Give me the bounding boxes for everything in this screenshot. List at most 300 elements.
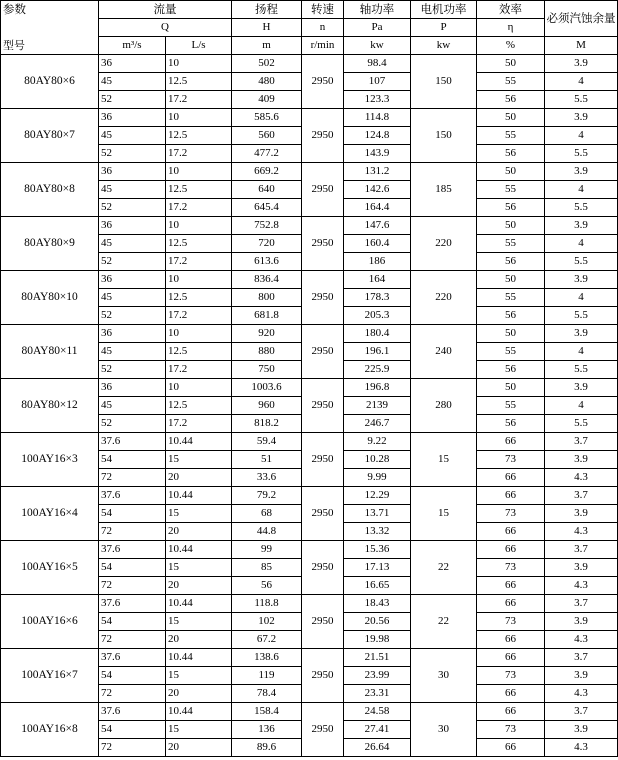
shaft-power-cell: 178.3 xyxy=(344,289,411,307)
shaft-power-cell: 9.99 xyxy=(344,469,411,487)
efficiency-cell: 56 xyxy=(477,253,545,271)
npsh-cell: 3.7 xyxy=(545,433,618,451)
efficiency-cell: 66 xyxy=(477,487,545,505)
flow-m3s-cell: 52 xyxy=(99,415,166,433)
flow-m3s-cell: 45 xyxy=(99,127,166,145)
table-row xyxy=(1,649,618,667)
header-row-symbols xyxy=(1,19,618,37)
efficiency-cell: 55 xyxy=(477,289,545,307)
shaft-power-cell: 15.36 xyxy=(344,541,411,559)
head-label: 扬程 xyxy=(232,1,302,19)
flow-m3s-cell: 52 xyxy=(99,199,166,217)
table-row xyxy=(1,325,618,343)
npsh-cell: 3.9 xyxy=(545,451,618,469)
motor-power-cell: 22 xyxy=(411,541,477,595)
unit-shaft: kw xyxy=(344,37,411,55)
head-cell: 477.2 xyxy=(232,145,302,163)
speed-cell: 2950 xyxy=(302,217,344,271)
shaft-power-cell: 26.64 xyxy=(344,739,411,757)
flow-ls-cell: 17.2 xyxy=(166,91,232,109)
efficiency-cell: 66 xyxy=(477,685,545,703)
npsh-cell: 3.9 xyxy=(545,163,618,181)
npsh-cell: 4 xyxy=(545,235,618,253)
motor-power-label: 电机功率 xyxy=(411,1,477,19)
shaft-power-cell: 225.9 xyxy=(344,361,411,379)
efficiency-cell: 50 xyxy=(477,109,545,127)
flow-ls-cell: 15 xyxy=(166,721,232,739)
motor-power-symbol: P xyxy=(411,19,477,37)
npsh-cell: 5.5 xyxy=(545,145,618,163)
shaft-power-cell: 164.4 xyxy=(344,199,411,217)
flow-m3s-cell: 36 xyxy=(99,379,166,397)
efficiency-cell: 66 xyxy=(477,523,545,541)
flow-ls-cell: 10 xyxy=(166,109,232,127)
head-cell: 645.4 xyxy=(232,199,302,217)
header-row-units xyxy=(1,37,618,55)
flow-ls-cell: 12.5 xyxy=(166,397,232,415)
flow-ls-cell: 12.5 xyxy=(166,127,232,145)
efficiency-cell: 73 xyxy=(477,505,545,523)
shaft-power-cell: 12.29 xyxy=(344,487,411,505)
shaft-power-cell: 9.22 xyxy=(344,433,411,451)
flow-ls-cell: 10 xyxy=(166,55,232,73)
speed-cell: 2950 xyxy=(302,595,344,649)
motor-power-cell: 22 xyxy=(411,595,477,649)
flow-ls-cell: 17.2 xyxy=(166,199,232,217)
motor-power-cell: 15 xyxy=(411,433,477,487)
unit-motor: kw xyxy=(411,37,477,55)
flow-ls-cell: 15 xyxy=(166,667,232,685)
table-row xyxy=(1,163,618,181)
flow-ls-cell: 12.5 xyxy=(166,73,232,91)
npsh-cell: 3.9 xyxy=(545,325,618,343)
efficiency-cell: 56 xyxy=(477,361,545,379)
head-cell: 669.2 xyxy=(232,163,302,181)
efficiency-cell: 73 xyxy=(477,721,545,739)
model-cell: 80AY80×8 xyxy=(1,163,99,217)
header-row-labels xyxy=(1,1,618,19)
shaft-power-cell: 19.98 xyxy=(344,631,411,649)
shaft-power-cell: 17.13 xyxy=(344,559,411,577)
param-spacer xyxy=(1,19,99,37)
motor-power-cell: 280 xyxy=(411,379,477,433)
efficiency-cell: 55 xyxy=(477,181,545,199)
flow-m3s-cell: 45 xyxy=(99,343,166,361)
flow-m3s-cell: 36 xyxy=(99,163,166,181)
table-row xyxy=(1,541,618,559)
head-cell: 836.4 xyxy=(232,271,302,289)
flow-m3s-cell: 52 xyxy=(99,253,166,271)
motor-power-cell: 15 xyxy=(411,487,477,541)
speed-label: 转速 xyxy=(302,1,344,19)
efficiency-cell: 73 xyxy=(477,451,545,469)
flow-ls-cell: 17.2 xyxy=(166,361,232,379)
npsh-cell: 3.7 xyxy=(545,487,618,505)
speed-cell: 2950 xyxy=(302,487,344,541)
shaft-power-cell: 107 xyxy=(344,73,411,91)
flow-ls-cell: 20 xyxy=(166,685,232,703)
efficiency-cell: 55 xyxy=(477,73,545,91)
flow-ls-cell: 17.2 xyxy=(166,307,232,325)
flow-ls-cell: 17.2 xyxy=(166,145,232,163)
motor-power-cell: 150 xyxy=(411,109,477,163)
shaft-power-cell: 124.8 xyxy=(344,127,411,145)
shaft-power-cell: 13.32 xyxy=(344,523,411,541)
flow-m3s-cell: 45 xyxy=(99,181,166,199)
npsh-cell: 4 xyxy=(545,181,618,199)
unit-q2: L/s xyxy=(166,37,232,55)
npsh-cell: 4.3 xyxy=(545,469,618,487)
head-cell: 752.8 xyxy=(232,217,302,235)
shaft-power-cell: 186 xyxy=(344,253,411,271)
efficiency-symbol: η xyxy=(477,19,545,37)
flow-ls-cell: 12.5 xyxy=(166,235,232,253)
model-cell: 80AY80×12 xyxy=(1,379,99,433)
model-cell: 100AY16×4 xyxy=(1,487,99,541)
table-row xyxy=(1,703,618,721)
head-cell: 51 xyxy=(232,451,302,469)
flow-ls-cell: 12.5 xyxy=(166,343,232,361)
speed-cell: 2950 xyxy=(302,379,344,433)
flow-ls-cell: 10 xyxy=(166,163,232,181)
shaft-power-cell: 18.43 xyxy=(344,595,411,613)
npsh-cell: 3.7 xyxy=(545,541,618,559)
npsh-label: 必须汽蚀余量 xyxy=(545,1,618,37)
npsh-cell: 4.3 xyxy=(545,685,618,703)
flow-ls-cell: 12.5 xyxy=(166,289,232,307)
model-cell: 80AY80×9 xyxy=(1,217,99,271)
flow-ls-cell: 15 xyxy=(166,505,232,523)
flow-m3s-cell: 54 xyxy=(99,721,166,739)
speed-cell: 2950 xyxy=(302,109,344,163)
speed-cell: 2950 xyxy=(302,55,344,109)
head-cell: 102 xyxy=(232,613,302,631)
shaft-power-cell: 164 xyxy=(344,271,411,289)
flow-m3s-cell: 52 xyxy=(99,307,166,325)
npsh-cell: 4 xyxy=(545,397,618,415)
flow-m3s-cell: 54 xyxy=(99,505,166,523)
flow-m3s-cell: 36 xyxy=(99,55,166,73)
npsh-cell: 4.3 xyxy=(545,523,618,541)
head-cell: 118.8 xyxy=(232,595,302,613)
efficiency-cell: 55 xyxy=(477,127,545,145)
head-cell: 79.2 xyxy=(232,487,302,505)
npsh-cell: 3.9 xyxy=(545,505,618,523)
flow-m3s-cell: 36 xyxy=(99,325,166,343)
shaft-power-cell: 24.58 xyxy=(344,703,411,721)
table-row xyxy=(1,487,618,505)
flow-m3s-cell: 45 xyxy=(99,235,166,253)
flow-m3s-cell: 37.6 xyxy=(99,703,166,721)
npsh-cell: 3.9 xyxy=(545,559,618,577)
shaft-power-cell: 16.65 xyxy=(344,577,411,595)
table-row xyxy=(1,109,618,127)
efficiency-cell: 55 xyxy=(477,235,545,253)
efficiency-cell: 73 xyxy=(477,667,545,685)
flow-ls-cell: 10 xyxy=(166,379,232,397)
flow-m3s-cell: 72 xyxy=(99,469,166,487)
shaft-power-cell: 27.41 xyxy=(344,721,411,739)
table-row xyxy=(1,433,618,451)
efficiency-cell: 50 xyxy=(477,325,545,343)
npsh-cell: 5.5 xyxy=(545,307,618,325)
npsh-cell: 5.5 xyxy=(545,361,618,379)
shaft-power-cell: 10.28 xyxy=(344,451,411,469)
shaft-power-cell: 180.4 xyxy=(344,325,411,343)
model-cell: 80AY80×7 xyxy=(1,109,99,163)
shaft-power-cell: 114.8 xyxy=(344,109,411,127)
head-cell: 818.2 xyxy=(232,415,302,433)
shaft-power-cell: 246.7 xyxy=(344,415,411,433)
efficiency-cell: 73 xyxy=(477,613,545,631)
model-cell: 100AY16×8 xyxy=(1,703,99,757)
unit-speed: r/min xyxy=(302,37,344,55)
head-cell: 613.6 xyxy=(232,253,302,271)
flow-ls-cell: 15 xyxy=(166,559,232,577)
flow-m3s-cell: 72 xyxy=(99,577,166,595)
head-cell: 560 xyxy=(232,127,302,145)
shaft-power-cell: 131.2 xyxy=(344,163,411,181)
motor-power-cell: 30 xyxy=(411,703,477,757)
flow-ls-cell: 10.44 xyxy=(166,649,232,667)
speed-cell: 2950 xyxy=(302,541,344,595)
table-row xyxy=(1,271,618,289)
npsh-cell: 3.9 xyxy=(545,55,618,73)
flow-ls-cell: 20 xyxy=(166,469,232,487)
efficiency-cell: 55 xyxy=(477,343,545,361)
head-cell: 78.4 xyxy=(232,685,302,703)
head-cell: 720 xyxy=(232,235,302,253)
speed-symbol: n xyxy=(302,19,344,37)
flow-m3s-cell: 52 xyxy=(99,145,166,163)
npsh-cell: 5.5 xyxy=(545,199,618,217)
npsh-cell: 3.7 xyxy=(545,703,618,721)
flow-m3s-cell: 36 xyxy=(99,271,166,289)
head-cell: 89.6 xyxy=(232,739,302,757)
head-cell: 480 xyxy=(232,73,302,91)
shaft-power-cell: 2139 xyxy=(344,397,411,415)
efficiency-cell: 50 xyxy=(477,217,545,235)
head-cell: 502 xyxy=(232,55,302,73)
speed-cell: 2950 xyxy=(302,649,344,703)
model-cell: 100AY16×3 xyxy=(1,433,99,487)
efficiency-cell: 66 xyxy=(477,469,545,487)
efficiency-label: 效率 xyxy=(477,1,545,19)
model-cell: 80AY80×10 xyxy=(1,271,99,325)
shaft-power-symbol: Pa xyxy=(344,19,411,37)
efficiency-cell: 50 xyxy=(477,55,545,73)
head-cell: 56 xyxy=(232,577,302,595)
head-cell: 85 xyxy=(232,559,302,577)
head-cell: 585.6 xyxy=(232,109,302,127)
flow-m3s-cell: 54 xyxy=(99,667,166,685)
npsh-cell: 4 xyxy=(545,343,618,361)
efficiency-cell: 66 xyxy=(477,595,545,613)
flow-m3s-cell: 45 xyxy=(99,289,166,307)
shaft-power-cell: 20.56 xyxy=(344,613,411,631)
efficiency-cell: 55 xyxy=(477,397,545,415)
npsh-cell: 4.3 xyxy=(545,631,618,649)
speed-cell: 2950 xyxy=(302,163,344,217)
head-cell: 880 xyxy=(232,343,302,361)
efficiency-cell: 66 xyxy=(477,703,545,721)
npsh-cell: 5.5 xyxy=(545,415,618,433)
npsh-cell: 3.9 xyxy=(545,271,618,289)
efficiency-cell: 50 xyxy=(477,379,545,397)
flow-m3s-cell: 37.6 xyxy=(99,487,166,505)
head-cell: 33.6 xyxy=(232,469,302,487)
head-cell: 136 xyxy=(232,721,302,739)
npsh-cell: 4 xyxy=(545,127,618,145)
efficiency-cell: 66 xyxy=(477,739,545,757)
motor-power-cell: 220 xyxy=(411,217,477,271)
flow-m3s-cell: 54 xyxy=(99,613,166,631)
shaft-power-cell: 21.51 xyxy=(344,649,411,667)
efficiency-cell: 73 xyxy=(477,559,545,577)
npsh-cell: 4.3 xyxy=(545,739,618,757)
shaft-power-cell: 142.6 xyxy=(344,181,411,199)
efficiency-cell: 56 xyxy=(477,91,545,109)
shaft-power-cell: 23.31 xyxy=(344,685,411,703)
head-symbol: H xyxy=(232,19,302,37)
npsh-cell: 3.7 xyxy=(545,595,618,613)
shaft-power-label: 轴功率 xyxy=(344,1,411,19)
unit-npsh: M xyxy=(545,37,618,55)
flow-m3s-cell: 72 xyxy=(99,523,166,541)
flow-m3s-cell: 54 xyxy=(99,559,166,577)
flow-m3s-cell: 37.6 xyxy=(99,649,166,667)
flow-m3s-cell: 54 xyxy=(99,451,166,469)
unit-q1: m³/s xyxy=(99,37,166,55)
efficiency-cell: 66 xyxy=(477,541,545,559)
npsh-cell: 3.9 xyxy=(545,721,618,739)
npsh-cell: 3.9 xyxy=(545,217,618,235)
shaft-power-cell: 160.4 xyxy=(344,235,411,253)
efficiency-cell: 50 xyxy=(477,271,545,289)
head-cell: 681.8 xyxy=(232,307,302,325)
npsh-cell: 5.5 xyxy=(545,91,618,109)
unit-head: m xyxy=(232,37,302,55)
flow-ls-cell: 10.44 xyxy=(166,541,232,559)
shaft-power-cell: 205.3 xyxy=(344,307,411,325)
flow-m3s-cell: 37.6 xyxy=(99,595,166,613)
npsh-cell: 4 xyxy=(545,73,618,91)
flow-ls-cell: 10 xyxy=(166,325,232,343)
flow-symbol: Q xyxy=(99,19,232,37)
head-cell: 44.8 xyxy=(232,523,302,541)
table-row xyxy=(1,217,618,235)
head-cell: 1003.6 xyxy=(232,379,302,397)
table-row xyxy=(1,595,618,613)
model-cell: 80AY80×11 xyxy=(1,325,99,379)
npsh-cell: 4.3 xyxy=(545,577,618,595)
flow-ls-cell: 20 xyxy=(166,577,232,595)
flow-label: 流量 xyxy=(99,1,232,19)
speed-cell: 2950 xyxy=(302,325,344,379)
flow-m3s-cell: 36 xyxy=(99,217,166,235)
head-cell: 409 xyxy=(232,91,302,109)
flow-m3s-cell: 37.6 xyxy=(99,433,166,451)
flow-ls-cell: 12.5 xyxy=(166,181,232,199)
speed-cell: 2950 xyxy=(302,433,344,487)
flow-m3s-cell: 36 xyxy=(99,109,166,127)
efficiency-cell: 66 xyxy=(477,649,545,667)
efficiency-cell: 56 xyxy=(477,199,545,217)
motor-power-cell: 220 xyxy=(411,271,477,325)
flow-ls-cell: 10.44 xyxy=(166,487,232,505)
npsh-cell: 3.9 xyxy=(545,109,618,127)
efficiency-cell: 56 xyxy=(477,415,545,433)
flow-m3s-cell: 37.6 xyxy=(99,541,166,559)
head-cell: 800 xyxy=(232,289,302,307)
shaft-power-cell: 147.6 xyxy=(344,217,411,235)
motor-power-cell: 30 xyxy=(411,649,477,703)
efficiency-cell: 66 xyxy=(477,433,545,451)
flow-ls-cell: 10 xyxy=(166,271,232,289)
npsh-cell: 3.9 xyxy=(545,379,618,397)
efficiency-cell: 66 xyxy=(477,577,545,595)
model-cell: 80AY80×6 xyxy=(1,55,99,109)
efficiency-cell: 56 xyxy=(477,145,545,163)
flow-m3s-cell: 52 xyxy=(99,91,166,109)
motor-power-cell: 150 xyxy=(411,55,477,109)
flow-ls-cell: 15 xyxy=(166,451,232,469)
param-label: 参数 xyxy=(1,1,99,19)
head-cell: 119 xyxy=(232,667,302,685)
model-cell: 100AY16×7 xyxy=(1,649,99,703)
head-cell: 68 xyxy=(232,505,302,523)
flow-ls-cell: 15 xyxy=(166,613,232,631)
model-cell: 100AY16×6 xyxy=(1,595,99,649)
efficiency-cell: 50 xyxy=(477,163,545,181)
flow-ls-cell: 17.2 xyxy=(166,253,232,271)
unit-eff: % xyxy=(477,37,545,55)
head-cell: 59.4 xyxy=(232,433,302,451)
shaft-power-cell: 196.8 xyxy=(344,379,411,397)
shaft-power-cell: 13.71 xyxy=(344,505,411,523)
flow-ls-cell: 10.44 xyxy=(166,595,232,613)
model-label: 型号 xyxy=(1,37,99,55)
npsh-cell: 3.9 xyxy=(545,667,618,685)
flow-ls-cell: 20 xyxy=(166,631,232,649)
flow-ls-cell: 20 xyxy=(166,739,232,757)
flow-m3s-cell: 52 xyxy=(99,361,166,379)
head-cell: 960 xyxy=(232,397,302,415)
speed-cell: 2950 xyxy=(302,271,344,325)
efficiency-cell: 66 xyxy=(477,631,545,649)
shaft-power-cell: 143.9 xyxy=(344,145,411,163)
motor-power-cell: 240 xyxy=(411,325,477,379)
flow-m3s-cell: 45 xyxy=(99,73,166,91)
flow-m3s-cell: 72 xyxy=(99,631,166,649)
npsh-cell: 5.5 xyxy=(545,253,618,271)
table-row xyxy=(1,55,618,73)
flow-ls-cell: 20 xyxy=(166,523,232,541)
motor-power-cell: 185 xyxy=(411,163,477,217)
head-cell: 920 xyxy=(232,325,302,343)
head-cell: 750 xyxy=(232,361,302,379)
flow-ls-cell: 17.2 xyxy=(166,415,232,433)
model-cell: 100AY16×5 xyxy=(1,541,99,595)
shaft-power-cell: 23.99 xyxy=(344,667,411,685)
speed-cell: 2950 xyxy=(302,703,344,757)
shaft-power-cell: 98.4 xyxy=(344,55,411,73)
efficiency-cell: 56 xyxy=(477,307,545,325)
shaft-power-cell: 196.1 xyxy=(344,343,411,361)
flow-m3s-cell: 45 xyxy=(99,397,166,415)
head-cell: 158.4 xyxy=(232,703,302,721)
head-cell: 138.6 xyxy=(232,649,302,667)
